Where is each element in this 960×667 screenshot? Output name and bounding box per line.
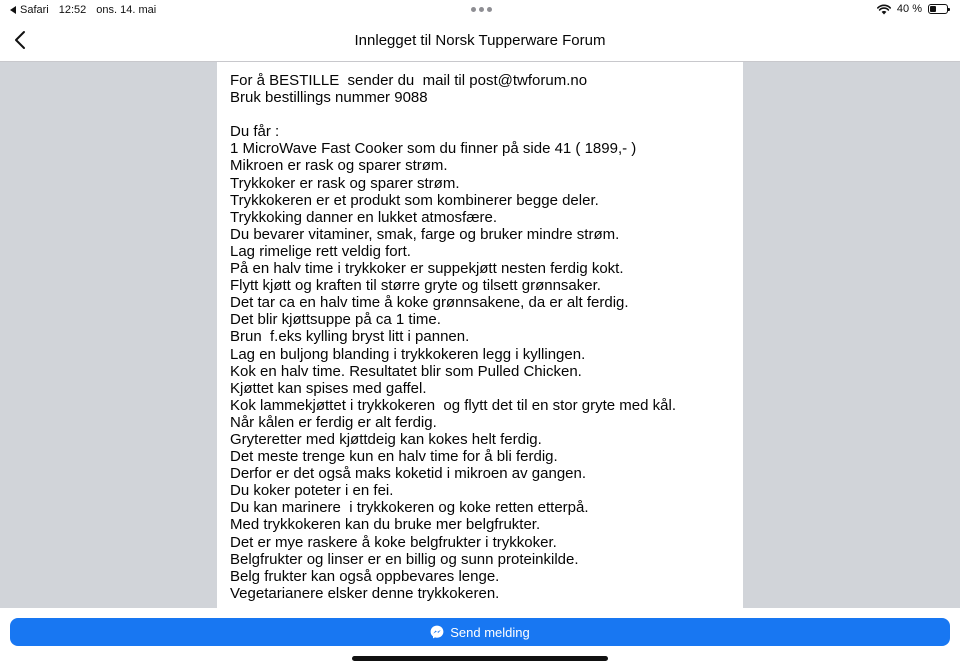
post-line: Mikroen er rask og sparer strøm.: [230, 157, 448, 175]
post-line: Vegetarianere elsker denne trykkokeren.: [230, 584, 500, 602]
post-line: Belg frukter kan også oppbevares lenge.: [230, 567, 500, 585]
status-bar: [0, 0, 960, 20]
post-line: Det meste trenge kun en halv time for å bli ferdig.: [230, 448, 558, 466]
post-line: Du bevarer vitaminer, smak, farge og bruker mindre strøm.: [230, 225, 620, 243]
battery-percent: 40 %: [896, 3, 922, 15]
page-title: Innlegget til Norsk Tupperware Forum: [354, 32, 606, 49]
post-blank-line: [230, 106, 743, 123]
post-line: Du kan marinere i trykkokeren og koke retten etterpå.: [230, 499, 589, 517]
post-line: Flytt kjøtt og kraften til større gryte og tilsett grønnsaker.: [230, 277, 601, 295]
navigation-bar: [0, 20, 960, 62]
post-line: Trykkoker er rask og sparer strøm.: [230, 174, 460, 192]
home-indicator: [352, 656, 608, 661]
post-line: Det er mye raskere å koke belgfrukter i trykkoker.: [230, 533, 557, 551]
post-line: Med trykkokeren kan du bruke mer belgfrukter.: [230, 516, 541, 534]
wifi-icon: [877, 4, 891, 15]
battery-icon: [928, 4, 948, 14]
back-to-app[interactable]: [10, 4, 49, 16]
status-time: 12:52: [58, 4, 87, 16]
post-line: Kjøttet kan spises med gaffel.: [230, 379, 427, 397]
post-line: 1 MicroWave Fast Cooker som du finner på side 41 ( 1899,- ): [230, 140, 637, 158]
battery-fill: [930, 6, 936, 12]
multitasking-dots-icon[interactable]: [471, 7, 492, 12]
post-line: Det tar ca en halv time å koke grønnsakene, da er alt ferdig.: [230, 294, 629, 312]
status-left: [10, 4, 156, 16]
post-line: Brun f.eks kylling bryst litt i pannen.: [230, 328, 470, 346]
back-app-label: Safari: [20, 4, 49, 16]
post-line: Bruk bestillings nummer 9088: [230, 89, 428, 107]
back-to-app-icon: [10, 6, 16, 14]
post-line: På en halv time i trykkoker er suppekjøtt nesten ferdig kokt.: [230, 260, 624, 278]
post-line: Lag rimelige rett veldig fort.: [230, 242, 411, 260]
post-line: Trykkokeren er et produkt som kombinerer begge deler.: [230, 191, 599, 209]
post-line: Du får :: [230, 123, 280, 141]
post-line: For å BESTILLE sender du mail til post@twforum.no: [230, 72, 588, 89]
send-message-label: Send melding: [450, 624, 530, 640]
post-text: [217, 62, 743, 602]
post-line: Trykkoking danner en lukket atmosfære.: [230, 208, 498, 226]
post-line: Du koker poteter i en fei.: [230, 482, 394, 500]
send-message-button[interactable]: [10, 618, 950, 646]
post-line: Når kålen er ferdig er alt ferdig.: [230, 413, 437, 431]
post-line: Gryteretter med kjøttdeig kan kokes helt ferdig.: [230, 430, 542, 448]
messenger-icon: [430, 625, 444, 639]
post-line: Kok en halv time. Resultatet blir som Pulled Chicken.: [230, 362, 582, 380]
post-line: Belgfrukter og linser er en billig og sunn proteinkilde.: [230, 550, 579, 568]
post-line: Derfor er det også maks koketid i mikroen av gangen.: [230, 465, 587, 483]
post-line: Lag en buljong blanding i trykkokeren legg i kyllingen.: [230, 345, 586, 363]
post-body[interactable]: [217, 62, 743, 608]
status-right: [877, 3, 948, 15]
post-line: Det blir kjøttsuppe på ca 1 time.: [230, 311, 441, 329]
status-date: ons. 14. mai: [96, 4, 157, 16]
bottom-bar: [0, 608, 960, 667]
post-line: Kok lammekjøttet i trykkokeren og flytt det til en stor gryte med kål.: [230, 396, 676, 414]
